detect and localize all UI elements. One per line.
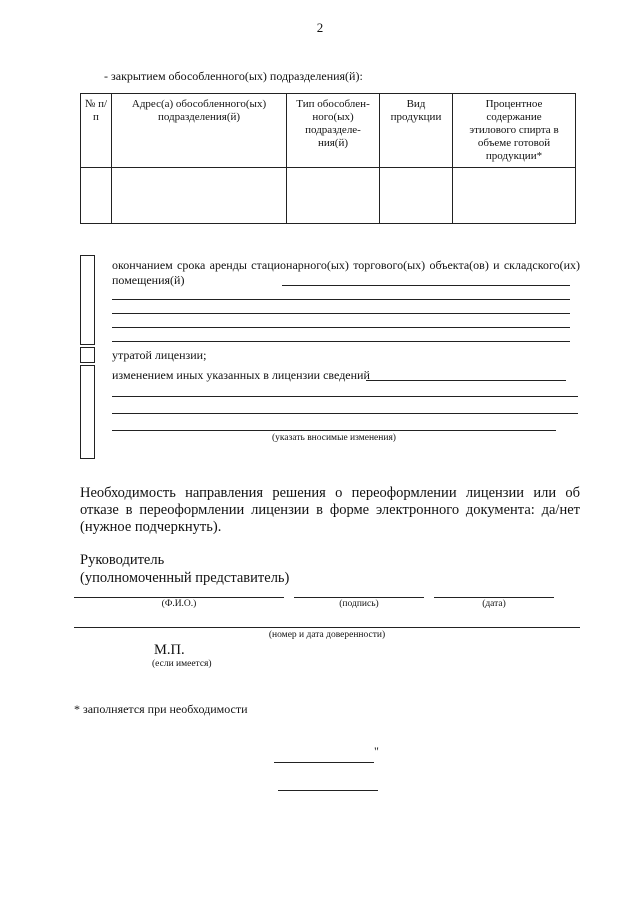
seal-label: М.П. [154, 642, 185, 658]
closing-intro: - закрытием обособленного(ых) подразделения(й): [104, 69, 363, 83]
table-cell[interactable] [380, 168, 453, 224]
lease-end-label: окончанием срока аренды стационарного(ых) торгового(ых) объекта(ов) и складского(их) помещения(й) [112, 258, 580, 287]
table-cell[interactable] [453, 168, 576, 224]
table-row [81, 168, 576, 224]
fio-line[interactable] [74, 597, 284, 598]
license-loss-checkbox[interactable] [80, 347, 95, 363]
other-changes-line[interactable] [112, 413, 578, 414]
decision-note: Необходимость направления решения о переоформлении лицензии или об отказе в переоформлении лицензии в форме электронного документа: да/нет (нужное подчеркнуть). [80, 485, 580, 535]
header-alcohol-percent: Процентное содержание этилового спирта в объеме готовой продукции* [453, 94, 576, 168]
header-number: № п/п [81, 94, 112, 168]
head-subtitle: (уполномоченный представитель) [80, 570, 290, 586]
other-changes-label: изменением иных указанных в лицензии сведений [112, 368, 370, 382]
date-line[interactable] [434, 597, 554, 598]
signature-line[interactable] [294, 597, 424, 598]
fio-caption: (Ф.И.О.) [161, 599, 197, 609]
header-address: Адрес(а) обособленного(ых) подразделения(й) [112, 94, 287, 168]
footnote: * заполняется при необходимости [74, 702, 248, 716]
head-title: Руководитель [80, 552, 165, 568]
other-changes-checkbox[interactable] [80, 365, 95, 459]
date-caption: (дата) [482, 599, 506, 609]
bottom-line [274, 762, 374, 763]
other-changes-line[interactable] [366, 380, 566, 381]
seal-note: (если имеется) [152, 659, 212, 669]
table-cell[interactable] [112, 168, 287, 224]
page-number: 2 [316, 20, 324, 35]
lease-end-line[interactable] [112, 313, 570, 314]
table-header-row [81, 94, 576, 168]
proxy-line[interactable] [74, 627, 580, 628]
subdivision-table [80, 93, 576, 224]
other-changes-line[interactable] [112, 430, 556, 431]
license-loss-label: утратой лицензии; [112, 348, 207, 362]
table-cell[interactable] [81, 168, 112, 224]
signature-caption: (подпись) [339, 599, 379, 609]
lease-end-line[interactable] [112, 341, 570, 342]
lease-end-line[interactable] [282, 285, 570, 286]
table-cell[interactable] [287, 168, 380, 224]
header-type: Тип обособлен-ного(ых) подразделе-ния(й) [287, 94, 380, 168]
header-product: Вид продукции [380, 94, 453, 168]
changes-hint: (указать вносимые изменения) [272, 433, 396, 443]
proxy-caption: (номер и дата доверенности) [268, 630, 386, 640]
lease-end-line[interactable] [112, 327, 570, 328]
other-changes-line[interactable] [112, 396, 578, 397]
bottom-line [278, 790, 378, 791]
lease-end-line[interactable] [112, 299, 570, 300]
bottom-mark: " [374, 744, 379, 758]
lease-end-checkbox[interactable] [80, 255, 95, 345]
